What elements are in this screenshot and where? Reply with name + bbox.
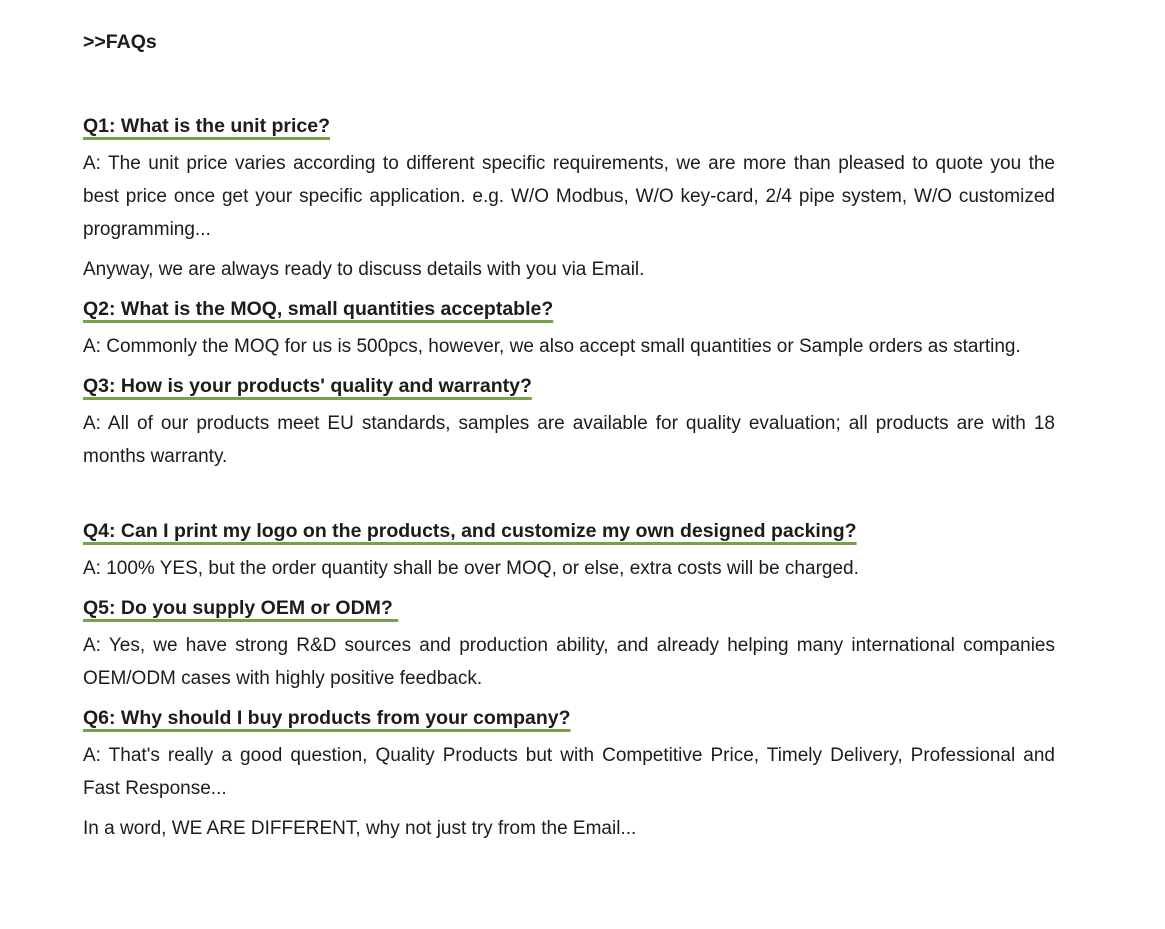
faq-answer: A: Commonly the MOQ for us is 500pcs, however, we also accept small quantities or Sample orders as starting. <box>83 336 1021 357</box>
faq-question-text: Q6: Why should I buy products from your company? <box>83 707 571 729</box>
faq-question-text: Q1: What is the unit price? <box>83 115 331 137</box>
faq-item <box>83 110 1055 286</box>
faq-question <box>83 702 1055 735</box>
faq-answer: A: 100% YES, but the order quantity shall be over MOQ, or else, extra costs will be charged. <box>83 558 859 579</box>
faq-item <box>83 515 1055 585</box>
faq-item <box>83 592 1055 695</box>
faq-question-text: Q5: Do you supply OEM or ODM? <box>83 597 399 619</box>
faq-answer: A: Yes, we have strong R&D sources and production ability, and already helping many international companies OEM/ODM cases with highly positive feedback. <box>83 635 1055 689</box>
faq-question-text: Q2: What is the MOQ, small quantities acceptable? <box>83 298 554 320</box>
faq-item <box>83 702 1055 845</box>
faq-question <box>83 110 1055 143</box>
faq-answer: In a word, WE ARE DIFFERENT, why not just try from the Email... <box>83 818 637 839</box>
faq-question <box>83 515 1055 548</box>
faq-question-text: Q3: How is your products' quality and warranty? <box>83 375 532 397</box>
faq-item <box>83 293 1055 363</box>
faq-answer: Anyway, we are always ready to discuss details with you via Email. <box>83 259 645 280</box>
faq-item <box>83 370 1055 473</box>
faq-question <box>83 293 1055 326</box>
faq-answer: A: The unit price varies according to different specific requirements, we are more than pleased to quote you the best price once get your specific application. e.g. W/O Modbus, W/O key-card, 2/4 pipe system, W/O customized programming... <box>83 153 1055 240</box>
faq-answer: A: That's really a good question, Quality Products but with Competitive Price, Timely Delivery, Professional and Fast Response... <box>83 745 1055 799</box>
faq-question <box>83 370 1055 403</box>
faq-question-text: Q4: Can I print my logo on the products, and customize my own designed packing? <box>83 520 857 542</box>
faq-answer: A: All of our products meet EU standards, samples are available for quality evaluation; all products are with 18 months warranty. <box>83 413 1055 467</box>
page-title: >>FAQs <box>83 31 157 53</box>
faq-question <box>83 592 1055 625</box>
